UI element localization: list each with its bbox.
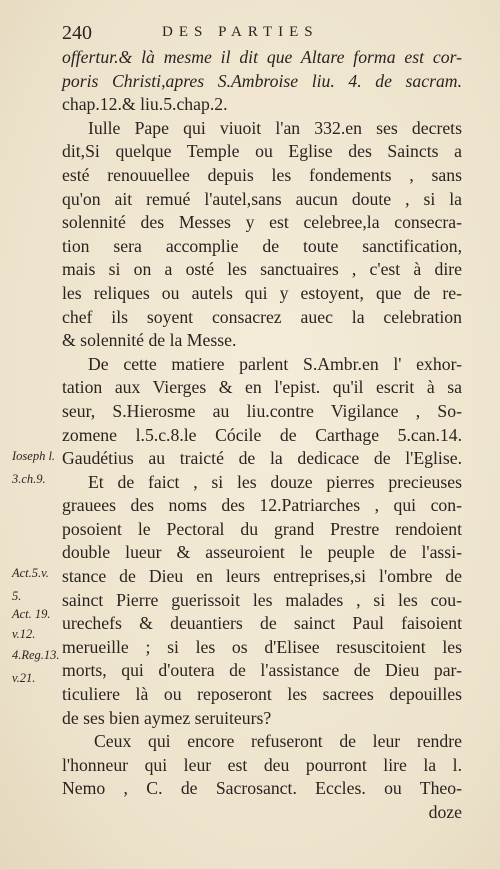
margin-note: v.12. <box>12 627 36 641</box>
text-line: merueille ; si les os d'Elisee resuscitoient les <box>62 636 462 657</box>
margin-note: 4.Reg.13. <box>12 648 60 662</box>
text-line: les reliques ou autels qui y estoyent, que de re- <box>62 282 462 303</box>
margin-note: Ioseph l. <box>12 449 56 463</box>
text-line: poris Christi,apres S.Ambroise liu. 4. de sacram. <box>62 70 462 91</box>
text-line: qu'on ait remué l'autel,sans aucun doute , si la <box>62 188 462 209</box>
text-line: l'honneur qui leur est deu pourront lire la l. <box>62 754 462 775</box>
text-line: tion sera accomplie de toute sanctification, <box>62 235 462 256</box>
text-line: zomene l.5.c.8.le Cócile de Carthage 5.can.14. <box>62 424 462 445</box>
text-line: dit,Si quelque Temple ou Eglise des Saincts a <box>62 141 462 162</box>
text-line: double lueur & asseuroient le peuple de l'assi- <box>62 542 462 563</box>
text-line: esté renouuellee depuis les fondements , sans <box>62 164 462 185</box>
text-line: Nemo , C. de Sacrosanct. Eccles. ou Theo- <box>62 778 462 799</box>
text-line: ticuliere là ou reposeront les sacrees depouilles <box>62 684 462 705</box>
text-line: morts, qui d'outera de l'assistance de Dieu par- <box>62 660 462 681</box>
text-line: Et de faict , si les douze pierres precieuses <box>88 471 462 492</box>
text-line: solennité des Messes y est celebree,la consecra- <box>62 212 462 233</box>
text-line: Ceux qui encore refuseront de leur rendre <box>94 731 462 752</box>
text-line: chap.12.& liu.5.chap.2. <box>62 94 228 115</box>
margin-note: v.21. <box>12 671 36 685</box>
text-line: de ses bien aymez seruiteurs? <box>62 707 272 728</box>
text-line: chef ils soyent consacrez auec la celebration <box>62 306 462 327</box>
text-line: De cette matiere parlent S.Ambr.en l' exhor- <box>88 353 462 374</box>
text-line: urechefs & deuantiers de sainct Paul faisoient <box>62 613 462 634</box>
text-line: Gaudétius au traicté de la dedicace de l'Eglise. <box>62 448 462 469</box>
margin-note: 3.ch.9. <box>12 472 46 486</box>
text-line: stance de Dieu en leurs entreprises,si l'ombre de <box>62 566 462 587</box>
margin-note: Act.5.v. <box>12 566 49 580</box>
text-line: mais si on a osté les sanctuaires , c'est à dire <box>62 259 462 280</box>
text-line: grauees des noms des 12.Patriarches , qui con- <box>62 495 462 516</box>
text-line: Iulle Pape qui viuoit l'an 332.en ses decrets <box>88 117 462 138</box>
page-number: 240 <box>62 22 92 44</box>
text-line: sainct Pierre guerissoit les malades , si les cou- <box>62 589 462 610</box>
text-line: seur, S.Hierosme au liu.contre Vigilance , So- <box>62 400 462 421</box>
body-text <box>62 46 462 825</box>
margin-note: Act. 19. <box>12 607 51 621</box>
margin-note: 5. <box>12 589 22 603</box>
text-line: doze <box>428 802 462 822</box>
text-line: posoient le Pectoral du grand Prestre rendoient <box>62 518 462 539</box>
text-line: & solennité de la Messe. <box>62 330 237 351</box>
running-title: DES PARTIES <box>162 24 319 40</box>
text-line: tation aux Vierges & en l'epist. qu'il escrit à sa <box>62 377 462 398</box>
text-line: offertur.& là mesme il dit que Altare forma est cor- <box>62 47 462 67</box>
